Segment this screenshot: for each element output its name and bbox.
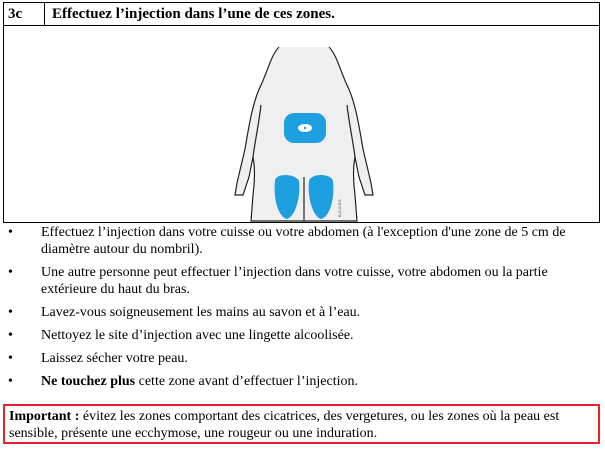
- instruction-list: [3, 224, 600, 396]
- important-label: Important :: [9, 409, 80, 424]
- emphasis-text: Ne touchez plus: [41, 374, 136, 389]
- figure-code: B-C-0-0-5: [337, 199, 342, 217]
- list-item: • Ne touchez plus cette zone avant d’effectuer l’injection.: [3, 373, 600, 390]
- list-item: • Lavez-vous soigneusement les mains au savon et à l’eau.: [3, 304, 600, 321]
- list-item: • Nettoyez le site d’injection avec une lingette alcoolisée.: [3, 327, 600, 344]
- list-item: • Une autre personne peut effectuer l’injection dans votre cuisse, votre abdomen ou la partie extérieure du haut du bras.: [3, 264, 600, 298]
- list-item: • Effectuez l’injection dans votre cuisse ou votre abdomen (à l'exception d'une zone de 5 cm de diamètre autour du nombril).: [3, 224, 600, 258]
- header-divider: [44, 3, 45, 25]
- step-number: 3c: [8, 6, 23, 22]
- figure-box: [3, 25, 600, 223]
- important-warning-box: [3, 404, 600, 444]
- navel-icon: [304, 127, 306, 129]
- important-text: évitez les zones comportant des cicatrices, des vergetures, ou les zones où la peau est sensible, présente une ecchymose, une rougeur ou une induration.: [9, 409, 560, 441]
- body-diagram: [229, 45, 379, 223]
- list-item: • Laissez sécher votre peau.: [3, 350, 600, 367]
- instruction-step: [3, 2, 600, 442]
- step-title: Effectuez l’injection dans l’une de ces zones.: [52, 6, 335, 22]
- step-header: [3, 2, 600, 26]
